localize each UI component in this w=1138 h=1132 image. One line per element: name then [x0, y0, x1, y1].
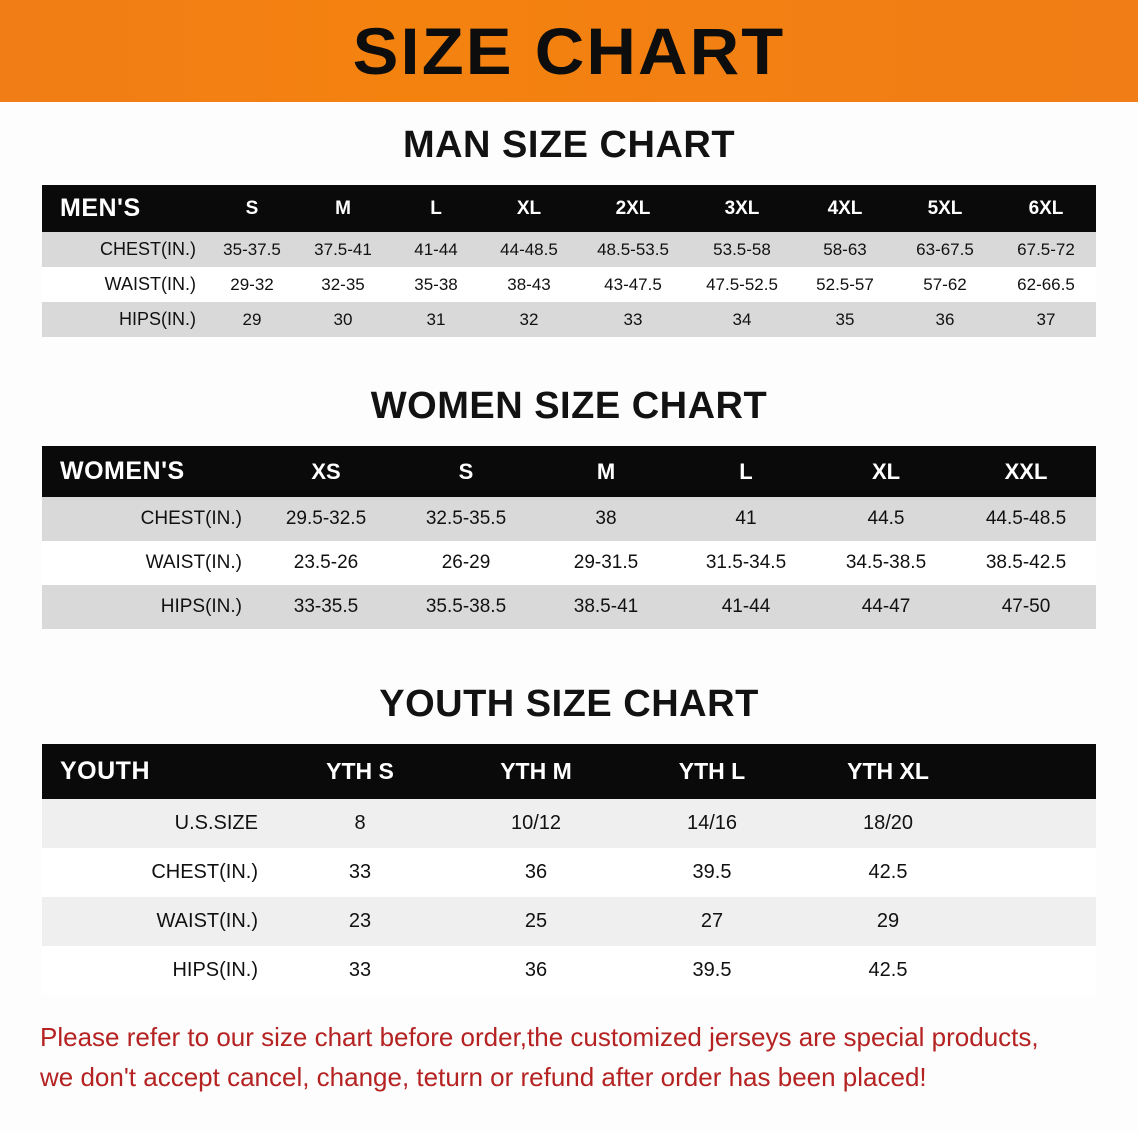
row-label: WAIST(IN.) — [104, 274, 196, 294]
table-cell: 41 — [735, 508, 757, 529]
table-header-cell: XXL — [1004, 458, 1048, 484]
table-cell: 38.5-41 — [573, 596, 639, 617]
table-cell: 10/12 — [510, 812, 562, 834]
table-header-cell: XL — [516, 197, 542, 219]
table-header-cell: 3XL — [724, 197, 760, 219]
table-header-cell: 4XL — [827, 197, 863, 219]
table-header-cell: YOUTH — [60, 757, 150, 785]
table-cell: 29.5-32.5 — [285, 508, 367, 529]
table-cell: 8 — [354, 812, 366, 834]
row-label: CHEST(IN.) — [140, 508, 242, 529]
table-cell: 33 — [623, 309, 643, 329]
table-cell-spacer — [976, 848, 1096, 897]
table-cell: 57-62 — [923, 274, 967, 294]
table-row — [42, 497, 1096, 541]
table-cell: 23 — [348, 910, 372, 932]
footer-note-line-1: Please refer to our size chart before order,the customized jerseys are special products, — [40, 1022, 1039, 1052]
table-cell: 44-47 — [861, 596, 911, 617]
table-header-spacer — [976, 744, 1096, 799]
table-cell: 38-43 — [507, 274, 551, 294]
table-cell: 38 — [595, 508, 617, 529]
youth-section-heading: YOUTH SIZE CHART — [379, 683, 759, 725]
table-cell: 29 — [242, 309, 262, 329]
women-section-heading: WOMEN SIZE CHART — [370, 385, 768, 427]
table-header-cell: 5XL — [927, 197, 963, 219]
table-row — [42, 302, 1096, 337]
table-header-cell: YTH XL — [847, 758, 929, 784]
table-header-cell: XS — [311, 458, 341, 484]
table-cell: 53.5-58 — [713, 239, 771, 259]
table-header-cell: M — [335, 197, 351, 219]
table-cell: 62-66.5 — [1017, 274, 1075, 294]
table-row — [42, 232, 1096, 267]
table-cell: 42.5 — [868, 861, 908, 883]
table-cell: 47-50 — [1001, 596, 1051, 617]
table-cell: 44.5 — [867, 508, 905, 529]
row-label: HIPS(IN.) — [172, 959, 258, 981]
table-cell: 26-29 — [441, 552, 491, 573]
row-label: CHEST(IN.) — [100, 239, 196, 259]
table-cell: 63-67.5 — [916, 239, 974, 259]
table-cell: 29-31.5 — [573, 552, 639, 573]
table-cell: 37 — [1036, 309, 1056, 329]
table-cell: 29-32 — [230, 274, 274, 294]
table-row — [42, 897, 1096, 946]
table-header-cell: L — [739, 458, 753, 484]
table-cell: 36 — [524, 861, 548, 883]
table-cell: 58-63 — [823, 239, 867, 259]
table-cell: 48.5-53.5 — [597, 239, 669, 259]
table-cell: 43-47.5 — [604, 274, 662, 294]
man-section-heading: MAN SIZE CHART — [402, 124, 736, 166]
table-cell: 38.5-42.5 — [985, 552, 1067, 573]
table-header-cell: L — [430, 197, 442, 219]
table-row — [42, 946, 1096, 995]
page-title: SIZE CHART — [352, 14, 786, 88]
table-cell: 35 — [835, 309, 855, 329]
table-header-row — [42, 744, 1096, 799]
youth-chart-wrap — [42, 744, 1096, 995]
table-header-cell: WOMEN'S — [60, 457, 185, 485]
table-cell: 41-44 — [721, 596, 771, 617]
table-cell: 33-35.5 — [293, 596, 359, 617]
man-chart-wrap — [42, 185, 1096, 337]
table-cell: 41-44 — [414, 239, 458, 259]
table-cell: 33 — [348, 959, 372, 981]
table-cell: 34.5-38.5 — [845, 552, 927, 573]
women-chart-wrap — [42, 446, 1096, 629]
table-header-row — [42, 185, 1096, 232]
table-cell: 32.5-35.5 — [425, 508, 507, 529]
table-cell-spacer — [976, 799, 1096, 848]
table-header-cell: MEN'S — [60, 194, 141, 222]
table-header-row — [42, 446, 1096, 497]
row-label: U.S.SIZE — [174, 812, 258, 834]
table-header-cell: XL — [871, 458, 901, 484]
table-cell: 34 — [732, 309, 752, 329]
table-cell: 23.5-26 — [293, 552, 359, 573]
table-cell: 67.5-72 — [1017, 239, 1075, 259]
banner — [0, 0, 1138, 102]
table-header-cell: M — [596, 458, 616, 484]
table-row — [42, 541, 1096, 585]
table-cell: 39.5 — [692, 959, 732, 981]
table-header-cell: 2XL — [615, 197, 651, 219]
table-cell-spacer — [976, 897, 1096, 946]
table-cell: 25 — [524, 910, 548, 932]
footer-note-line-2: we don't accept cancel, change, teturn or refund after order has been placed! — [40, 1062, 927, 1093]
table-cell: 29 — [876, 910, 900, 932]
table-cell: 31.5-34.5 — [705, 552, 787, 573]
man-size-table — [42, 185, 1096, 337]
row-label: HIPS(IN.) — [160, 596, 242, 617]
table-row — [42, 267, 1096, 302]
table-cell: 27 — [700, 910, 724, 932]
table-cell: 37.5-41 — [314, 239, 372, 259]
table-row — [42, 799, 1096, 848]
table-cell: 52.5-57 — [816, 274, 874, 294]
row-label: WAIST(IN.) — [145, 552, 242, 573]
table-row — [42, 848, 1096, 897]
table-cell: 32 — [519, 309, 539, 329]
table-cell: 36 — [524, 959, 548, 981]
table-cell: 39.5 — [692, 861, 732, 883]
table-cell: 18/20 — [862, 812, 914, 834]
table-cell: 36 — [935, 309, 955, 329]
table-cell-spacer — [976, 946, 1096, 995]
row-label: CHEST(IN.) — [151, 861, 258, 883]
table-cell: 42.5 — [868, 959, 908, 981]
table-header-cell: YTH M — [500, 758, 572, 784]
table-cell: 14/16 — [686, 812, 738, 834]
table-cell: 32-35 — [321, 274, 365, 294]
row-label: WAIST(IN.) — [156, 910, 258, 932]
table-cell: 31 — [426, 309, 446, 329]
table-cell: 35.5-38.5 — [425, 596, 507, 617]
table-cell: 44.5-48.5 — [985, 508, 1067, 529]
row-label: HIPS(IN.) — [118, 309, 196, 329]
table-cell: 35-38 — [414, 274, 458, 294]
youth-size-table — [42, 744, 1096, 995]
table-header-cell: S — [458, 458, 474, 484]
table-cell: 47.5-52.5 — [706, 274, 778, 294]
table-cell: 30 — [333, 309, 353, 329]
table-header-cell: S — [245, 197, 259, 219]
table-header-cell: 6XL — [1028, 197, 1064, 219]
table-row — [42, 585, 1096, 629]
footer-note — [40, 1017, 1098, 1098]
table-header-cell: YTH L — [678, 758, 746, 784]
women-size-table — [42, 446, 1096, 629]
table-cell: 44-48.5 — [500, 239, 558, 259]
table-header-cell: YTH S — [326, 758, 394, 784]
table-cell: 35-37.5 — [223, 239, 281, 259]
table-cell: 33 — [348, 861, 372, 883]
